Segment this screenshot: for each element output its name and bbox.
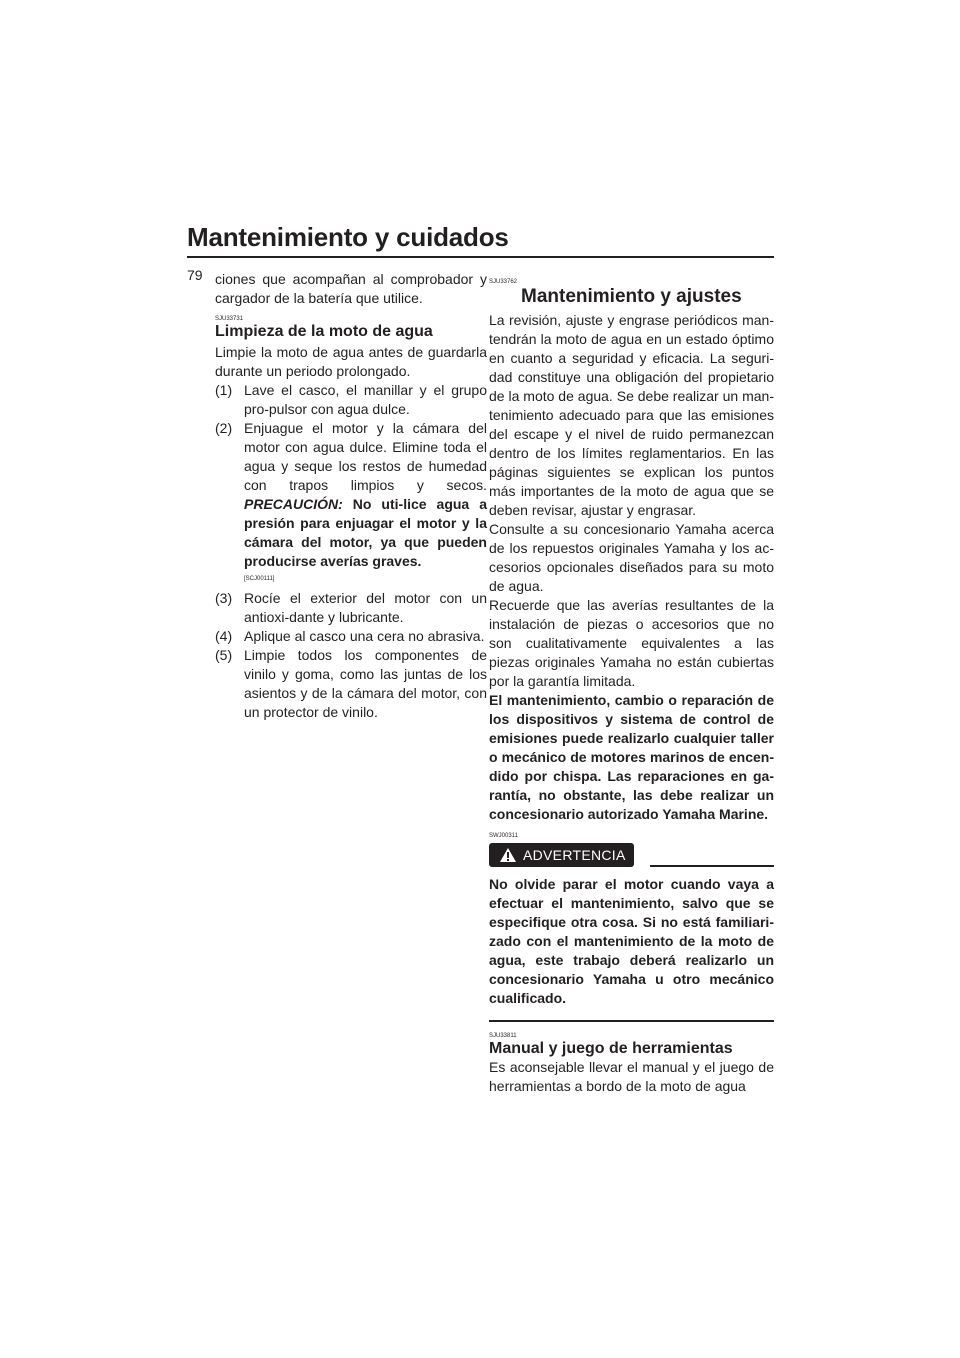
paragraph-bold: El mantenimiento, cambio o reparación de los dispositivos y sistema de control de emisiones puede realizarlo cualquier taller o mecánico de motores marinos de encen-dido por chispa. Las reparaciones en ga-rantía, no obstante, las debe realizar un concesionario autorizado Yamaha Marine.: [489, 692, 774, 822]
caution-label: PRECAUCIÓN:: [244, 496, 343, 512]
step-number: (4): [215, 628, 233, 644]
warning-rule: [650, 865, 774, 867]
section-heading-maintenance: Mantenimiento y ajustes: [521, 286, 742, 307]
warning-triangle-icon: [499, 847, 517, 863]
title-rule: [187, 256, 774, 258]
caution-code: [SCJ00111]: [244, 576, 275, 582]
warning-end-rule: [489, 1020, 774, 1022]
paragraph: Consulte a su concesionario Yamaha acerca de los repuestos originales Yamaha y los ac-cesorios opcionales diseñados para su moto de agua.: [489, 521, 774, 594]
warning-header: [489, 843, 774, 867]
step-number: (2): [215, 420, 233, 436]
warning-label: ADVERTENCIA: [523, 846, 626, 863]
left-column: [215, 270, 487, 722]
page-number: 79: [187, 267, 203, 283]
list-item: [215, 381, 487, 419]
list-item: [215, 646, 487, 722]
section-code: SJU33731: [215, 316, 244, 322]
section-heading-tools: Manual y juego de herramientas: [489, 1040, 733, 1057]
paragraph: Recuerde que las averías resultantes de la instalación de piezas o accesorios que no son cualitativamente equivalentes a las piezas originales Yamaha no están cubiertas por la garantía limitada.: [489, 597, 774, 689]
step-text: Lave el casco, el manillar y el grupo pro-pulsor con agua dulce.: [244, 382, 487, 417]
step-text: Limpie todos los componentes de vinilo y goma, como las juntas de los asientos y de la cámara del motor, con un protector de vinilo.: [244, 647, 487, 720]
warning-text: No olvide parar el motor cuando vaya a efectuar el mantenimiento, salvo que se especifique otra cosa. Si no está familiari-zado con el mantenimiento de la moto de agua, este trabajo deberá realizarlo un concesionario Yamaha u otro mecánico cualificado.: [489, 876, 774, 1006]
section-code: SJU33811: [489, 1033, 517, 1039]
warning-badge: [489, 843, 634, 867]
step-text: Aplique al casco una cera no abrasiva.: [244, 628, 485, 644]
paragraph: La revisión, ajuste y engrase periódicos man-tendrán la moto de agua en un estado óptimo en cuanto a seguridad y eficacia. La seguri-dad constituye una obligación del propietario de la moto de agua. Se debe realizar un man-tenimiento adecuado para que las emisiones del escape y el nivel de ruido permanezcan dentro de los límites reglamentarios. En las páginas siguientes se explican los puntos más importantes de la moto de agua que se deben revisar, ajustar y engrasar.: [489, 312, 774, 518]
step-text: Rocíe el exterior del motor con un antioxi-dante y lubricante.: [244, 590, 487, 625]
section-intro: Limpie la moto de agua antes de guardarla durante un periodo prolongado.: [215, 344, 487, 379]
list-item: [215, 589, 487, 627]
list-item: [215, 627, 487, 646]
caution-text: No uti-lice agua a presión para enjuagar el motor y la cámara del motor, ya que pueden producirse averías graves.: [244, 496, 487, 569]
step-number: (1): [215, 382, 233, 398]
paragraph: Es aconsejable llevar el manual y el juego de herramientas a bordo de la moto de agua: [489, 1059, 774, 1094]
list-item: [215, 419, 487, 583]
step-text: Enjuague el motor y la cámara del motor con agua dulce. Elimine toda el agua y seque los restos de humedad con trapos limpios y secos.: [244, 420, 487, 493]
step-number: (5): [215, 647, 233, 663]
page-title: Mantenimiento y cuidados: [187, 222, 509, 252]
right-column: [489, 270, 774, 1096]
intro-text: ciones que acompañan al comprobador y cargador de la batería que utilice.: [215, 271, 487, 306]
section-heading-cleaning: Limpieza de la moto de agua: [215, 323, 433, 340]
cleaning-steps: [215, 381, 487, 722]
step-number: (3): [215, 590, 233, 606]
warning-code: SWJ00311: [489, 833, 518, 839]
section-code: SJU33762: [489, 279, 518, 285]
